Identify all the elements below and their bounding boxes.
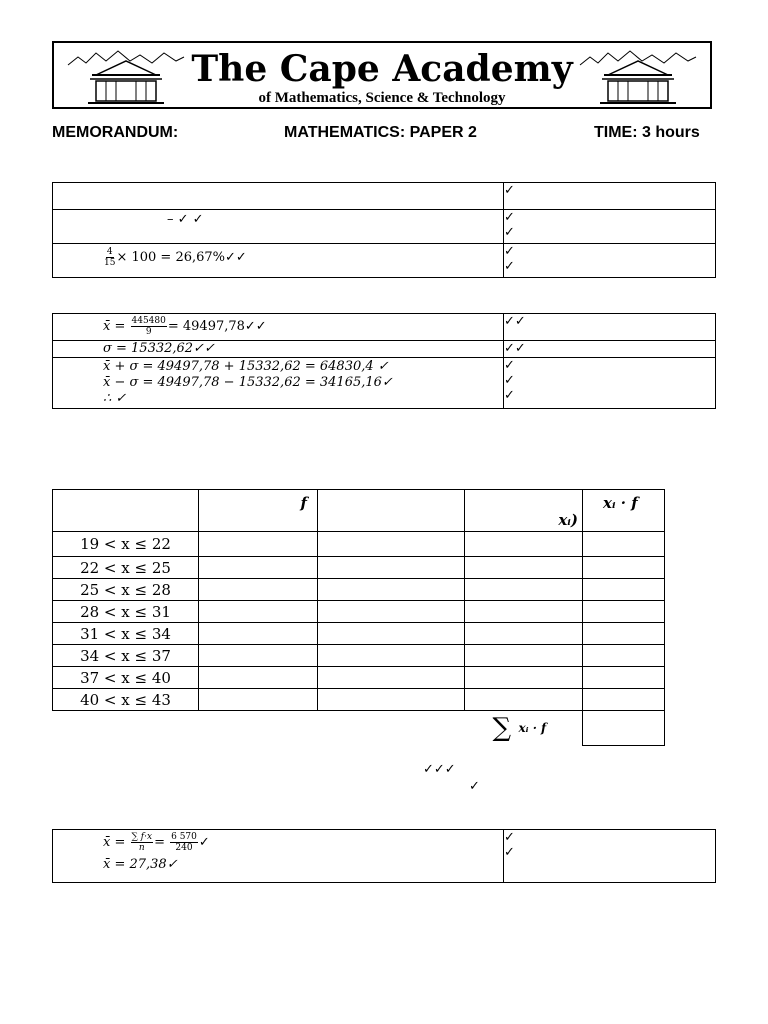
blank-cell: [465, 623, 583, 645]
table-row: [53, 667, 665, 689]
answer-table-2: [52, 313, 716, 409]
expression-text: × 100 = 26,67%✓✓: [116, 250, 247, 265]
fraction-numerator: 445480: [131, 316, 166, 326]
fraction-denominator: 240: [175, 843, 193, 853]
marks-cell: [504, 183, 716, 210]
building-logo-icon: [578, 47, 698, 107]
marks-cell: [504, 341, 716, 358]
header-cell-blank: [318, 490, 465, 532]
blank-cell: [465, 689, 583, 711]
blank-cell: [465, 579, 583, 601]
fraction-numerator: 6 570: [171, 832, 197, 842]
class-interval-cell: 19 < x ≤ 22: [53, 532, 199, 557]
table-row: [53, 689, 665, 711]
marks-cell: [504, 210, 716, 244]
mean-expression: [103, 316, 267, 337]
table-row: [53, 830, 716, 883]
expression-text: ✓: [198, 835, 210, 850]
blank-cell: [199, 579, 318, 601]
header-cell-frequency: [199, 490, 318, 532]
tick-mark: ✓: [504, 830, 515, 845]
blank-cell: [465, 532, 583, 557]
marks-cell: [504, 244, 716, 278]
class-interval-cell: 28 < x ≤ 31: [53, 601, 199, 623]
working-expression: [103, 247, 247, 268]
working-cell: [53, 314, 504, 341]
blank-cell: [318, 623, 465, 645]
std-dev-expression: σ = 15332,62✓✓: [103, 341, 215, 356]
memo-label: MEMORANDUM:: [52, 124, 179, 141]
blank-cell: [318, 667, 465, 689]
sum-symbol: ∑: [492, 713, 512, 743]
table-row: [53, 623, 665, 645]
class-interval-cell: 34 < x ≤ 37: [53, 645, 199, 667]
blank-cell: [465, 601, 583, 623]
class-interval-cell: 40 < x ≤ 43: [53, 689, 199, 711]
blank-cell: [318, 601, 465, 623]
fraction-denominator: 15: [104, 258, 116, 268]
tick-mark: ✓: [504, 358, 515, 373]
table-row: [53, 314, 716, 341]
mean-result-expression: x̄ = 27,38✓: [103, 857, 178, 872]
header-cell-product: [583, 490, 665, 532]
paper-label: MATHEMATICS: PAPER 2: [284, 124, 477, 141]
expression-text: x̄ =: [103, 319, 126, 334]
tick-mark: ✓: [504, 845, 515, 860]
frequency-table: [52, 489, 665, 746]
blank-cell: [465, 557, 583, 579]
working-cell: [53, 358, 504, 409]
table-row: [53, 358, 716, 409]
blank-cell: [199, 667, 318, 689]
working-expression: x̄ − σ = 49497,78 − 15332,62 = 34165,16✓: [103, 375, 393, 390]
school-name: The Cape Academy: [191, 48, 573, 90]
tick-mark: ✓: [504, 259, 515, 274]
tick-mark: ✓: [504, 244, 515, 259]
blank-cell: [318, 645, 465, 667]
sum-value-cell: [583, 711, 665, 746]
blank-cell: [583, 689, 665, 711]
sum-label: xᵢ · f: [518, 721, 547, 735]
answer-table-3: [52, 829, 716, 883]
school-subtitle: of Mathematics, Science & Technology: [258, 90, 506, 106]
blank-cell: [318, 579, 465, 601]
blank-cell: [583, 645, 665, 667]
table-row: [53, 183, 716, 210]
blank-cell: [199, 689, 318, 711]
table-row: [53, 532, 665, 557]
working-cell: [53, 830, 504, 883]
fraction-denominator: n: [138, 843, 145, 853]
working-cell: [53, 183, 504, 210]
header-banner: [52, 41, 712, 109]
blank-cell: [199, 645, 318, 667]
sum-row: [53, 711, 665, 746]
working-expression: ∴ ✓: [103, 391, 127, 406]
frequency-rows: [53, 532, 665, 711]
tick-mark: ✓: [504, 388, 515, 403]
tick-mark: ✓: [504, 373, 515, 388]
blank-cell: [318, 557, 465, 579]
tick-mark: ✓: [504, 210, 515, 225]
tick-marks-group: ✓✓✓: [423, 762, 456, 777]
table-row: [53, 244, 716, 278]
table-row: [53, 645, 665, 667]
blank-cell: [199, 601, 318, 623]
blank-cell: [583, 557, 665, 579]
class-interval-cell: 25 < x ≤ 28: [53, 579, 199, 601]
class-interval-cell: 37 < x ≤ 40: [53, 667, 199, 689]
blank-cell: [583, 601, 665, 623]
class-interval-cell: 22 < x ≤ 25: [53, 557, 199, 579]
blank-cell: [583, 579, 665, 601]
marks-cell: [504, 830, 716, 883]
expression-text: =: [154, 835, 165, 850]
tick-mark: ✓✓: [504, 314, 526, 329]
working-expression: – ✓ ✓: [167, 212, 204, 227]
working-cell: [53, 244, 504, 278]
blank-cell: [583, 667, 665, 689]
blank-cell: [199, 532, 318, 557]
tick-mark: ✓✓: [504, 341, 526, 356]
table-row: [53, 601, 665, 623]
blank-cell: [583, 623, 665, 645]
blank-cell: [199, 557, 318, 579]
header-cell-interval: [53, 490, 199, 532]
table-header-row: [53, 490, 665, 532]
fraction-numerator: ∑ f·x: [131, 832, 153, 842]
product-header: xᵢ · f: [603, 494, 638, 512]
working-cell: [53, 341, 504, 358]
blank-cell: [465, 645, 583, 667]
header-cell-midpoint: [465, 490, 583, 532]
marks-cell: [504, 314, 716, 341]
tick-mark: ✓: [469, 779, 480, 794]
fraction-denominator: 9: [145, 327, 152, 337]
expression-text: x̄ =: [103, 835, 126, 850]
blank-cell: [583, 532, 665, 557]
grouped-mean-expression: [103, 832, 210, 853]
blank-cell: [199, 623, 318, 645]
working-expression: x̄ + σ = 49497,78 + 15332,62 = 64830,4 ✓: [103, 359, 389, 374]
class-interval-cell: 31 < x ≤ 34: [53, 623, 199, 645]
blank-cell: [318, 689, 465, 711]
expression-text: = 49497,78✓✓: [167, 319, 267, 334]
sum-label-cell: [465, 711, 583, 746]
fraction-numerator: 4: [106, 247, 113, 257]
blank-cell: [465, 667, 583, 689]
midpoint-header: xᵢ): [558, 511, 578, 529]
frequency-header: f: [300, 494, 307, 512]
table-row: [53, 579, 665, 601]
table-row: [53, 557, 665, 579]
marks-cell: [504, 358, 716, 409]
table-row: [53, 210, 716, 244]
tick-mark: ✓: [504, 183, 515, 198]
working-cell: [53, 210, 504, 244]
answer-table-1: [52, 182, 716, 278]
blank-cell: [318, 532, 465, 557]
tick-mark: ✓: [504, 225, 515, 240]
time-label: TIME: 3 hours: [594, 124, 700, 141]
table-row: [53, 341, 716, 358]
